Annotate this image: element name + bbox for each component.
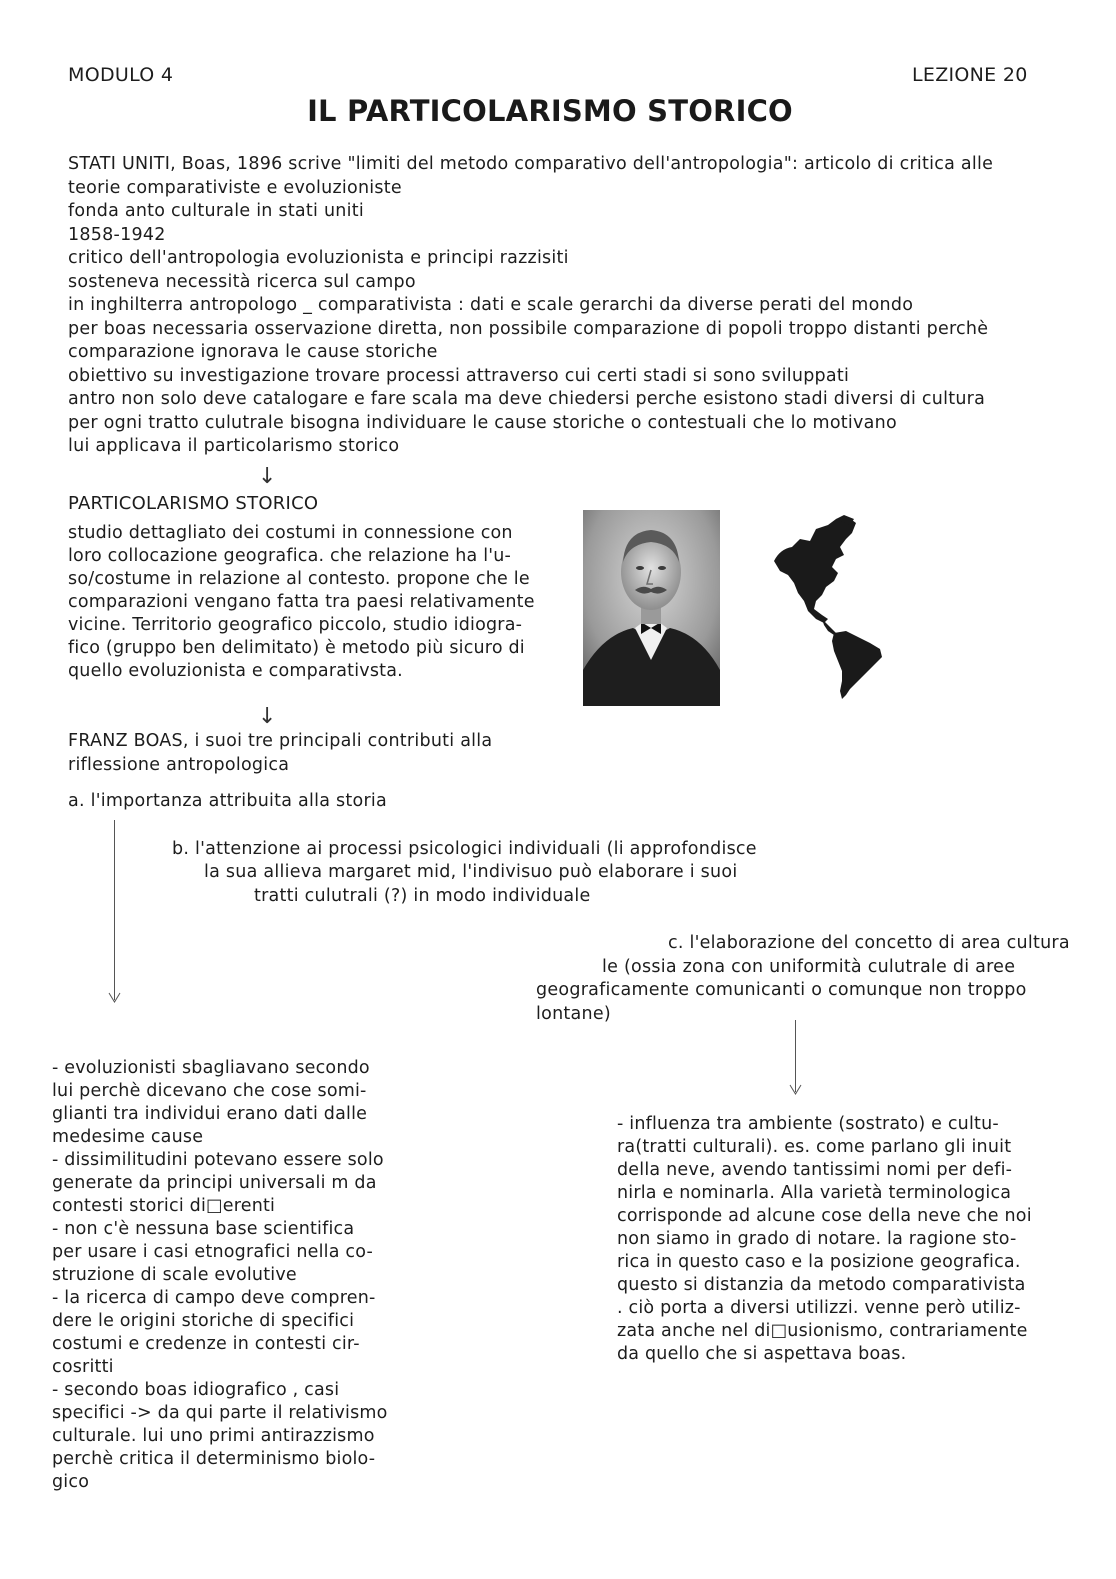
note-line: struzione di scale evolutive [52,1265,297,1285]
paragraph-line: comparazioni vengano fatta tra paesi relativamente [68,592,535,612]
intro-line: STATI UNITI, Boas, 1896 scrive "limiti del metodo comparativo dell'antropologia": articolo di critica alle [68,154,994,174]
paragraph-line: loro collocazione geografica. che relazione ha l'u- [68,546,512,566]
intro-line: comparazione ignorava le cause storiche [68,342,438,362]
intro-block [68,153,993,459]
intro-line: antro non solo deve catalogare e fare scala ma deve chiedersi perche esistono stadi diversi di cultura [68,389,986,409]
paragraph-line: quello evoluzionista e comparativsta. [68,661,403,681]
arrowhead-icon [789,1084,802,1096]
paragraph-line: so/costume in relazione al contesto. propone che le [68,569,530,589]
note-line: dere le origini storiche di specifici [52,1311,355,1331]
particolarismo-paragraph [68,522,534,683]
note-line: gico [52,1472,90,1492]
intro-line: lui applicava il particolarismo storico [68,436,400,456]
left-column-notes [52,1057,388,1494]
paragraph-line: fico (gruppo ben delimitato) è metodo più sicuro di [68,638,525,658]
note-line: da quello che si aspettava boas. [617,1344,907,1364]
lesson-label: LEZIONE 20 [912,64,1028,86]
intro-line: 1858-1942 [68,224,166,245]
note-line: zata anche nel di□usionismo, contrariamente [617,1321,1028,1341]
point-b-line: tratti culutrali (?) in modo individuale [254,886,591,906]
down-arrow-icon: ↓ [258,704,277,729]
intro-line: critico dell'antropologia evoluzionista e principi razzisiti [68,248,569,268]
portrait-drawing [583,510,720,706]
note-line: ra(tratti culturali). es. come parlano gli inuit [617,1137,1012,1157]
americas-map-drawing [770,515,890,700]
connector-line [114,820,115,1000]
boas-heading-line: riflessione antropologica [68,754,290,775]
intro-line: fonda anto culturale in stati uniti [68,201,364,221]
intro-line: in inghilterra antropologo _ comparativista : dati e scale gerarchi da diverse perati del mondo [68,295,914,315]
note-line: non siamo in grado di notare. la ragione sto- [617,1229,1017,1249]
note-line: medesime cause [52,1127,204,1147]
note-line: - dissimilitudini potevano essere solo [52,1150,384,1170]
note-line: della neve, avendo tantissimi nomi per defi- [617,1160,1013,1180]
page-title: IL PARTICOLARISMO STORICO [307,94,793,128]
note-line: cosritti [52,1357,114,1377]
intro-line: sosteneva necessità ricerca sul campo [68,271,416,292]
note-line: costumi e credenze in contesti cir- [52,1334,360,1354]
note-line: - evoluzionisti sbagliavano secondo [52,1058,370,1078]
note-line: nirla e nominarla. Alla varietà terminologica [617,1183,1012,1203]
franz-boas-portrait [583,510,720,706]
note-line: specifici -> da qui parte il relativismo [52,1403,388,1423]
note-line: corrisponde ad alcune cose della neve che noi [617,1206,1032,1226]
intro-line: obiettivo su investigazione trovare processi attraverso cui certi stadi si sono sviluppati [68,365,850,386]
module-label: MODULO 4 [68,64,174,86]
down-arrow-icon: ↓ [258,464,277,489]
point-a: a. l'importanza attribuita alla storia [68,791,388,811]
boas-heading-line: FRANZ BOAS, i suoi tre principali contributi alla [68,731,493,751]
note-line: - secondo boas idiografico , casi [52,1380,340,1400]
section-heading-particolarismo: PARTICOLARISMO STORICO [68,493,319,514]
point-c-line: geograficamente comunicanti o comunque non troppo [536,980,1027,1000]
point-c-line: lontane) [536,1004,611,1024]
note-line: - influenza tra ambiente (sostrato) e cultu- [617,1114,999,1134]
boas-heading [68,730,492,777]
connector-line [795,1020,796,1092]
note-line: . ciò porta a diversi utilizzi. venne però utiliz- [617,1298,1021,1318]
note-line: culturale. lui uno primi antirazzismo [52,1426,375,1446]
note-line: - la ricerca di campo deve compren- [52,1288,376,1308]
intro-line: teorie comparativiste e evoluzioniste [68,177,402,198]
point-c-line: c. l'elaborazione del concetto di area cultura [668,933,1070,953]
note-line: per usare i casi etnografici nella co- [52,1242,373,1262]
point-c-line: le (ossia zona con uniformità culutrale di aree [602,957,1016,977]
paragraph-line: vicine. Territorio geografico piccolo, studio idiogra- [68,615,523,635]
note-line: glianti tra individui erano dati dalle [52,1104,368,1124]
intro-line: per boas necessaria osservazione diretta, non possibile comparazione di popoli troppo distanti perchè [68,318,989,339]
note-line: perchè critica il determinismo biolo- [52,1449,376,1469]
right-column-notes [617,1113,1032,1366]
arrowhead-icon [108,992,121,1004]
paragraph-line: studio dettagliato dei costumi in connessione con [68,523,513,543]
note-line: generate da principi universali m da [52,1173,377,1193]
point-b-line: la sua allieva margaret mid, l'indivisuo può elaborare i suoi [204,862,738,882]
note-line: questo si distanzia da metodo comparativista [617,1275,1026,1295]
americas-map-icon [770,515,890,700]
intro-line: per ogni tratto culutrale bisogna individuare le cause storiche o contestuali che lo motivano [68,412,897,433]
note-line: contesti storici di□erenti [52,1196,276,1216]
note-line: rica in questo caso e la posizione geografica. [617,1252,1021,1272]
note-line: - non c'è nessuna base scientifica [52,1219,355,1239]
note-line: lui perchè dicevano che cose somi- [52,1081,367,1101]
point-b-line: b. l'attenzione ai processi psicologici individuali (li approfondisce [172,839,757,859]
